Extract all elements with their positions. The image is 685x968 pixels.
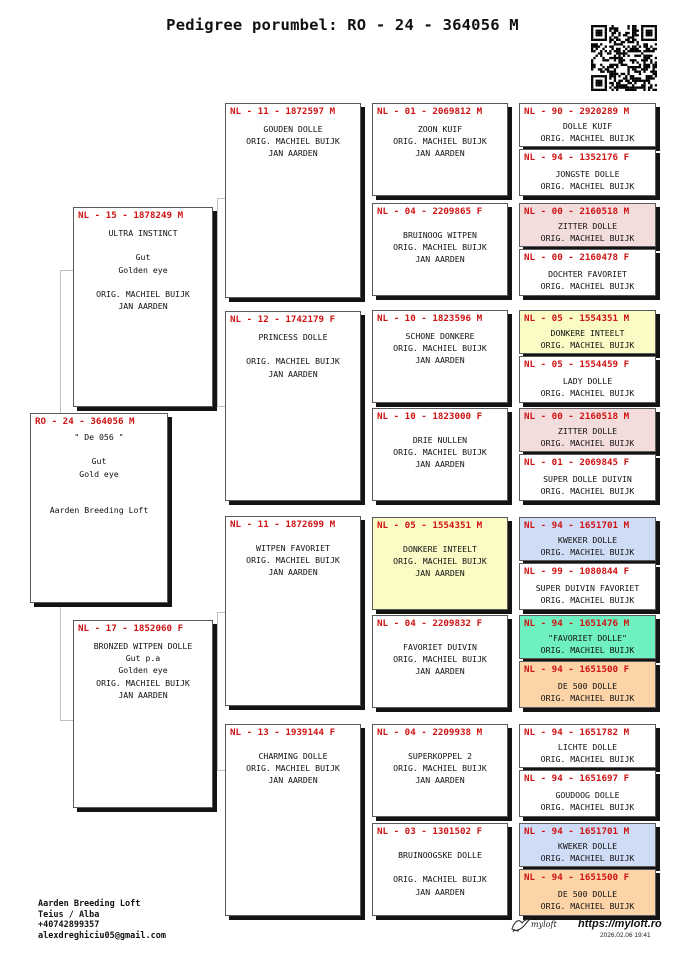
card-line: JAN AARDEN bbox=[415, 886, 465, 897]
card-line: SUPERKOPPEL 2 bbox=[407, 751, 473, 761]
card-line: ORIG. MACHIEL BUIJK bbox=[540, 181, 635, 192]
pigeon-card-g5-12[interactable] bbox=[519, 661, 656, 708]
card-line bbox=[74, 276, 212, 288]
qr-code bbox=[591, 25, 657, 91]
card-line: SCHONE DONKERE bbox=[405, 331, 475, 341]
card-line: ZOON KUIF bbox=[417, 124, 463, 134]
card-line: DONKERE INTEELT bbox=[403, 544, 477, 554]
pigeon-card-sss[interactable] bbox=[372, 103, 508, 196]
card-line: KWEKER DOLLE bbox=[557, 535, 618, 545]
card-line: Gut bbox=[91, 456, 107, 467]
ring-number: NL - 04 - 2209865 F bbox=[377, 206, 483, 217]
print-timestamp: 2026.02.06 19:41 bbox=[600, 932, 651, 939]
pigeon-card-dds[interactable] bbox=[372, 724, 508, 817]
ring-number: NL - 17 - 1852060 F bbox=[78, 623, 184, 634]
ring-number: NL - 04 - 2209832 F bbox=[377, 618, 483, 629]
owner-phone: +40742899357 bbox=[38, 920, 100, 930]
ring-number: NL - 11 - 1872699 M bbox=[230, 519, 336, 530]
ring-number: NL - 99 - 1080844 F bbox=[524, 566, 630, 577]
card-line: "FAVORIET DOLLE" bbox=[548, 633, 627, 643]
pigeon-card-sdd[interactable] bbox=[372, 408, 508, 501]
ring-number: NL - 03 - 1301502 F bbox=[377, 826, 483, 837]
card-line: FAVORIET DUIVIN bbox=[403, 642, 477, 652]
connector-line bbox=[60, 270, 73, 271]
card-line: BRUINOOGSKE DOLLE bbox=[398, 850, 482, 860]
pigeon-card-g5-6[interactable] bbox=[519, 356, 656, 403]
pigeon-card-sire[interactable] bbox=[73, 207, 213, 407]
card-line: JAN AARDEN bbox=[415, 148, 465, 159]
pigeon-card-g5-9[interactable] bbox=[519, 517, 656, 561]
card-line: Golden eye bbox=[118, 665, 168, 676]
card-line bbox=[226, 343, 360, 355]
ring-number: NL - 05 - 1554459 F bbox=[524, 359, 630, 370]
card-line: DE 500 DOLLE bbox=[557, 681, 618, 691]
card-line: ORIG. MACHIEL BUIJK bbox=[96, 677, 190, 688]
pigeon-card-g5-16[interactable] bbox=[519, 869, 656, 916]
card-line: ORIG. MACHIEL BUIJK bbox=[246, 555, 340, 566]
card-line: ORIG. MACHIEL BUIJK bbox=[393, 447, 487, 458]
card-line bbox=[373, 861, 507, 873]
pigeon-card-ssd[interactable] bbox=[372, 203, 508, 296]
card-line: DRIE NULLEN bbox=[412, 435, 468, 445]
card-line: ORIG. MACHIEL BUIJK bbox=[540, 802, 635, 813]
card-line: BRONZED WITPEN DOLLE bbox=[93, 641, 193, 651]
card-line: SUPER DUIVIN FAVORIET bbox=[535, 583, 640, 593]
card-line bbox=[74, 239, 212, 251]
card-line: JAN AARDEN bbox=[118, 689, 168, 700]
pigeon-card-dsd[interactable] bbox=[372, 615, 508, 708]
connector-line bbox=[364, 150, 365, 250]
pigeon-card-sire-sire[interactable] bbox=[225, 103, 361, 298]
card-line: ORIG. MACHIEL BUIJK bbox=[540, 853, 635, 864]
ring-number: NL - 15 - 1878249 M bbox=[78, 210, 184, 221]
pigeon-card-g5-5[interactable] bbox=[519, 310, 656, 354]
connector-line bbox=[217, 406, 225, 407]
pigeon-card-g5-4[interactable] bbox=[519, 249, 656, 296]
connector-line bbox=[60, 720, 73, 721]
ring-number: NL - 94 - 1651476 M bbox=[524, 618, 630, 629]
ring-number: NL - 00 - 2160518 M bbox=[524, 206, 630, 217]
card-line: ZITTER DOLLE bbox=[557, 426, 618, 436]
card-line: " De 056 " bbox=[74, 432, 124, 442]
connector-line bbox=[364, 562, 365, 662]
card-line: CHARMING DOLLE bbox=[258, 751, 328, 761]
ring-number: NL - 05 - 1554351 M bbox=[377, 520, 483, 531]
connector-line bbox=[217, 198, 218, 406]
ring-number: NL - 94 - 1651500 F bbox=[524, 664, 630, 675]
card-line: ORIG. MACHIEL BUIJK bbox=[246, 763, 340, 774]
card-line: DOCHTER FAVORIET bbox=[548, 269, 627, 279]
card-line: JAN AARDEN bbox=[415, 568, 465, 579]
pigeon-card-g5-15[interactable] bbox=[519, 823, 656, 867]
card-line: LICHTE DOLLE bbox=[557, 742, 618, 752]
ring-number: NL - 10 - 1823596 M bbox=[377, 313, 483, 324]
pigeon-card-g5-14[interactable] bbox=[519, 770, 656, 817]
card-line: JAN AARDEN bbox=[118, 301, 168, 312]
card-line: ORIG. MACHIEL BUIJK bbox=[393, 763, 487, 774]
ring-number: NL - 04 - 2209938 M bbox=[377, 727, 483, 738]
card-line: GOUDEN DOLLE bbox=[263, 124, 323, 134]
card-line: ORIG. MACHIEL BUIJK bbox=[393, 874, 487, 885]
card-line: ORIG. MACHIEL BUIJK bbox=[96, 289, 190, 300]
card-line: ORIG. MACHIEL BUIJK bbox=[540, 340, 635, 351]
page-title: Pedigree porumbel: RO - 24 - 364056 M bbox=[166, 16, 519, 34]
connector-line bbox=[364, 354, 365, 454]
card-line: JAN AARDEN bbox=[415, 254, 465, 265]
card-line: PRINCESS DOLLE bbox=[258, 332, 328, 342]
card-line: JAN AARDEN bbox=[415, 666, 465, 677]
card-line: Gut bbox=[135, 252, 151, 263]
card-line: Gold eye bbox=[79, 468, 119, 479]
card-line: ORIG. MACHIEL BUIJK bbox=[540, 233, 635, 244]
ring-number: NL - 94 - 1651500 F bbox=[524, 872, 630, 883]
card-line: ORIG. MACHIEL BUIJK bbox=[540, 133, 635, 144]
connector-line bbox=[364, 770, 365, 870]
owner-location: Teius / Alba bbox=[38, 909, 100, 920]
pigeon-card-sds[interactable] bbox=[372, 310, 508, 403]
ring-number: NL - 90 - 2920289 M bbox=[524, 106, 630, 117]
card-line: ULTRA INSTINCT bbox=[108, 228, 178, 238]
connector-line bbox=[217, 198, 225, 199]
card-line: JAN AARDEN bbox=[268, 775, 318, 786]
card-line: ORIG. MACHIEL BUIJK bbox=[393, 136, 487, 147]
ring-number: NL - 94 - 1651697 F bbox=[524, 773, 630, 784]
myloft-logo bbox=[510, 917, 560, 933]
ring-number: NL - 94 - 1651701 M bbox=[524, 520, 630, 531]
owner-email[interactable]: alexdreghiciu05@gmail.com bbox=[38, 930, 166, 941]
pigeon-card-dam-dam[interactable] bbox=[225, 724, 361, 916]
card-line: Aarden Breeding Loft bbox=[49, 505, 149, 516]
card-line: ORIG. MACHIEL BUIJK bbox=[393, 343, 487, 354]
card-line bbox=[31, 480, 167, 492]
card-line: JAN AARDEN bbox=[415, 355, 465, 366]
card-line: ORIG. MACHIEL BUIJK bbox=[540, 486, 635, 497]
pigeon-card-g5-1[interactable] bbox=[519, 103, 656, 147]
card-line: JAN AARDEN bbox=[268, 567, 318, 578]
card-line: Gut p.a bbox=[125, 653, 161, 664]
card-line: JAN AARDEN bbox=[268, 148, 318, 159]
card-line: ORIG. MACHIEL BUIJK bbox=[393, 242, 487, 253]
card-line: ORIG. MACHIEL BUIJK bbox=[540, 645, 635, 656]
pigeon-card-g5-7[interactable] bbox=[519, 408, 656, 452]
owner-name: Aarden Breeding Loft bbox=[38, 899, 141, 909]
ring-number: NL - 12 - 1742179 F bbox=[230, 314, 336, 325]
pigeon-card-g5-10[interactable] bbox=[519, 563, 656, 610]
ring-number: NL - 00 - 2160478 F bbox=[524, 252, 630, 263]
card-line: ORIG. MACHIEL BUIJK bbox=[540, 547, 635, 558]
card-line: LADY DOLLE bbox=[562, 376, 613, 386]
owner-contact bbox=[38, 899, 166, 941]
pigeon-card-ddd[interactable] bbox=[372, 823, 508, 916]
ring-number: NL - 10 - 1823000 F bbox=[377, 411, 483, 422]
ring-number: NL - 11 - 1872597 M bbox=[230, 106, 336, 117]
connector-line bbox=[217, 612, 225, 613]
pigeon-card-g5-8[interactable] bbox=[519, 454, 656, 501]
pigeon-card-subject[interactable] bbox=[30, 413, 168, 603]
ring-number: NL - 05 - 1554351 M bbox=[524, 313, 630, 324]
card-line: GOUDOOG DOLLE bbox=[555, 790, 620, 800]
card-line: SUPER DOLLE DUIVIN bbox=[543, 474, 632, 484]
card-line: DOLLE KUIF bbox=[562, 121, 613, 131]
card-line: ORIG. MACHIEL BUIJK bbox=[540, 438, 635, 449]
card-line: ORIG. MACHIEL BUIJK bbox=[246, 356, 340, 367]
ring-number: NL - 01 - 2069845 F bbox=[524, 457, 630, 468]
brand-name: myloft bbox=[531, 920, 557, 929]
card-line: DONKERE INTEELT bbox=[550, 328, 625, 338]
brand-url[interactable]: https://myloft.ro bbox=[578, 918, 662, 930]
card-line bbox=[31, 492, 167, 504]
pigeon-card-g5-13[interactable] bbox=[519, 724, 656, 768]
pigeon-card-dam[interactable] bbox=[73, 620, 213, 808]
ring-number: NL - 94 - 1651782 M bbox=[524, 727, 630, 738]
ring-number: NL - 00 - 2160518 M bbox=[524, 411, 630, 422]
card-line: WITPEN FAVORIET bbox=[256, 543, 330, 553]
card-line bbox=[31, 443, 167, 455]
ring-number: NL - 13 - 1939144 F bbox=[230, 727, 336, 738]
card-line: Golden eye bbox=[118, 264, 168, 275]
card-line: ORIG. MACHIEL BUIJK bbox=[393, 556, 487, 567]
ring-number: NL - 94 - 1651701 M bbox=[524, 826, 630, 837]
ring-number: NL - 01 - 2069812 M bbox=[377, 106, 483, 117]
card-line: ORIG. MACHIEL BUIJK bbox=[540, 754, 635, 765]
pigeon-card-dss[interactable] bbox=[372, 517, 508, 610]
card-line: ORIG. MACHIEL BUIJK bbox=[540, 281, 635, 292]
ring-number: RO - 24 - 364056 M bbox=[35, 416, 135, 427]
card-line: JAN AARDEN bbox=[268, 368, 318, 379]
card-line: JONGSTE DOLLE bbox=[555, 169, 620, 179]
card-line: ORIG. MACHIEL BUIJK bbox=[540, 693, 635, 704]
card-line: KWEKER DOLLE bbox=[557, 841, 618, 851]
card-line: BRUINOOG WITPEN bbox=[403, 230, 477, 240]
card-line: JAN AARDEN bbox=[415, 459, 465, 470]
card-line: DE 500 DOLLE bbox=[557, 889, 618, 899]
pigeon-card-g5-3[interactable] bbox=[519, 203, 656, 247]
card-line: ORIG. MACHIEL BUIJK bbox=[540, 595, 635, 606]
pigeon-card-dam-sire[interactable] bbox=[225, 516, 361, 706]
pigeon-card-g5-2[interactable] bbox=[519, 149, 656, 196]
ring-number: NL - 94 - 1352176 F bbox=[524, 152, 630, 163]
connector-line bbox=[217, 770, 225, 771]
card-line: ZITTER DOLLE bbox=[557, 221, 618, 231]
pigeon-card-g5-11[interactable] bbox=[519, 615, 656, 659]
card-line: ORIG. MACHIEL BUIJK bbox=[393, 654, 487, 665]
card-line: ORIG. MACHIEL BUIJK bbox=[540, 388, 635, 399]
pigeon-card-sire-dam[interactable] bbox=[225, 311, 361, 501]
pigeon-icon bbox=[510, 917, 530, 933]
card-line: ORIG. MACHIEL BUIJK bbox=[540, 901, 635, 912]
card-line: ORIG. MACHIEL BUIJK bbox=[246, 136, 340, 147]
connector-line bbox=[217, 612, 218, 770]
card-line: JAN AARDEN bbox=[415, 775, 465, 786]
